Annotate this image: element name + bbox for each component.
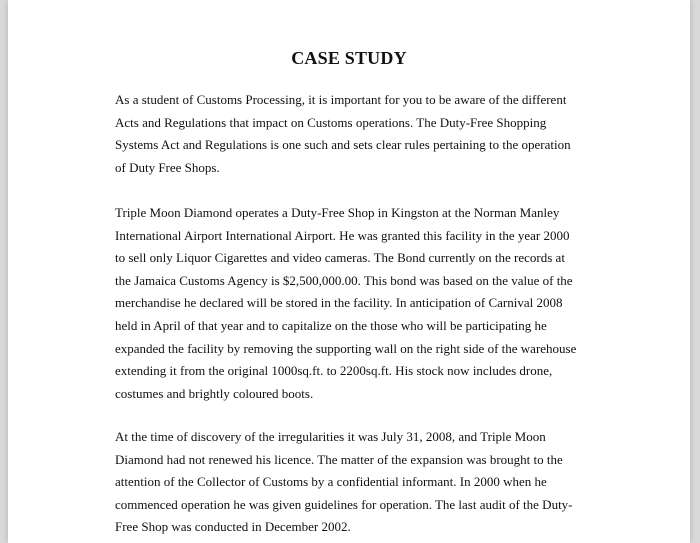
text-line: expanded the facility by removing the supporting wall on the right side of the warehouse bbox=[115, 340, 577, 356]
text-line: to sell only Liquor Cigarettes and video cameras. The Bond currently on the records at bbox=[115, 250, 565, 266]
text-line: At the time of discovery of the irregularities it was July 31, 2008, and Triple Moon bbox=[115, 429, 546, 444]
text-line: costumes and brightly coloured boots. bbox=[115, 385, 314, 401]
text-line: held in April of that year and to capitalize on the those who will be participating he bbox=[115, 317, 547, 333]
text-line: Systems Act and Regulations is one such and sets clear rules pertaining to the operation bbox=[115, 137, 571, 153]
text-line: the Jamaica Customs Agency is $2,500,000.00. This bond was based on the value of the bbox=[115, 272, 573, 288]
paragraph-case-background bbox=[115, 202, 595, 405]
paragraph-discovery bbox=[115, 426, 595, 539]
text-line: attention of the Collector of Customs by a confidential informant. In 2000 when he bbox=[115, 474, 547, 490]
document-page bbox=[8, 0, 690, 543]
text-line: of Duty Free Shops. bbox=[115, 159, 220, 175]
text-line: As a student of Customs Processing, it is important for you to be aware of the different bbox=[115, 92, 567, 107]
paragraph-intro bbox=[115, 89, 595, 179]
text-line: extending it from the original 1000sq.ft. to 2200sq.ft. His stock now includes drone, bbox=[115, 363, 553, 379]
page-title: CASE STUDY bbox=[291, 48, 407, 68]
text-line: Acts and Regulations that impact on Customs operations. The Duty-Free Shopping bbox=[115, 114, 547, 130]
text-line: commenced operation he was given guidelines for operation. The last audit of the Duty- bbox=[115, 496, 573, 512]
text-line: Triple Moon Diamond operates a Duty-Free Shop in Kingston at the Norman Manley bbox=[115, 205, 560, 220]
text-line: Free Shop was conducted in December 2002. bbox=[115, 519, 351, 535]
text-line: International Airport International Airport. He was granted this facility in the year 2000 bbox=[115, 227, 570, 243]
text-line: merchandise he declared will be stored in the facility. In anticipation of Carnival 2008 bbox=[115, 295, 563, 311]
text-line: Diamond had not renewed his licence. The matter of the expansion was brought to the bbox=[115, 451, 563, 467]
